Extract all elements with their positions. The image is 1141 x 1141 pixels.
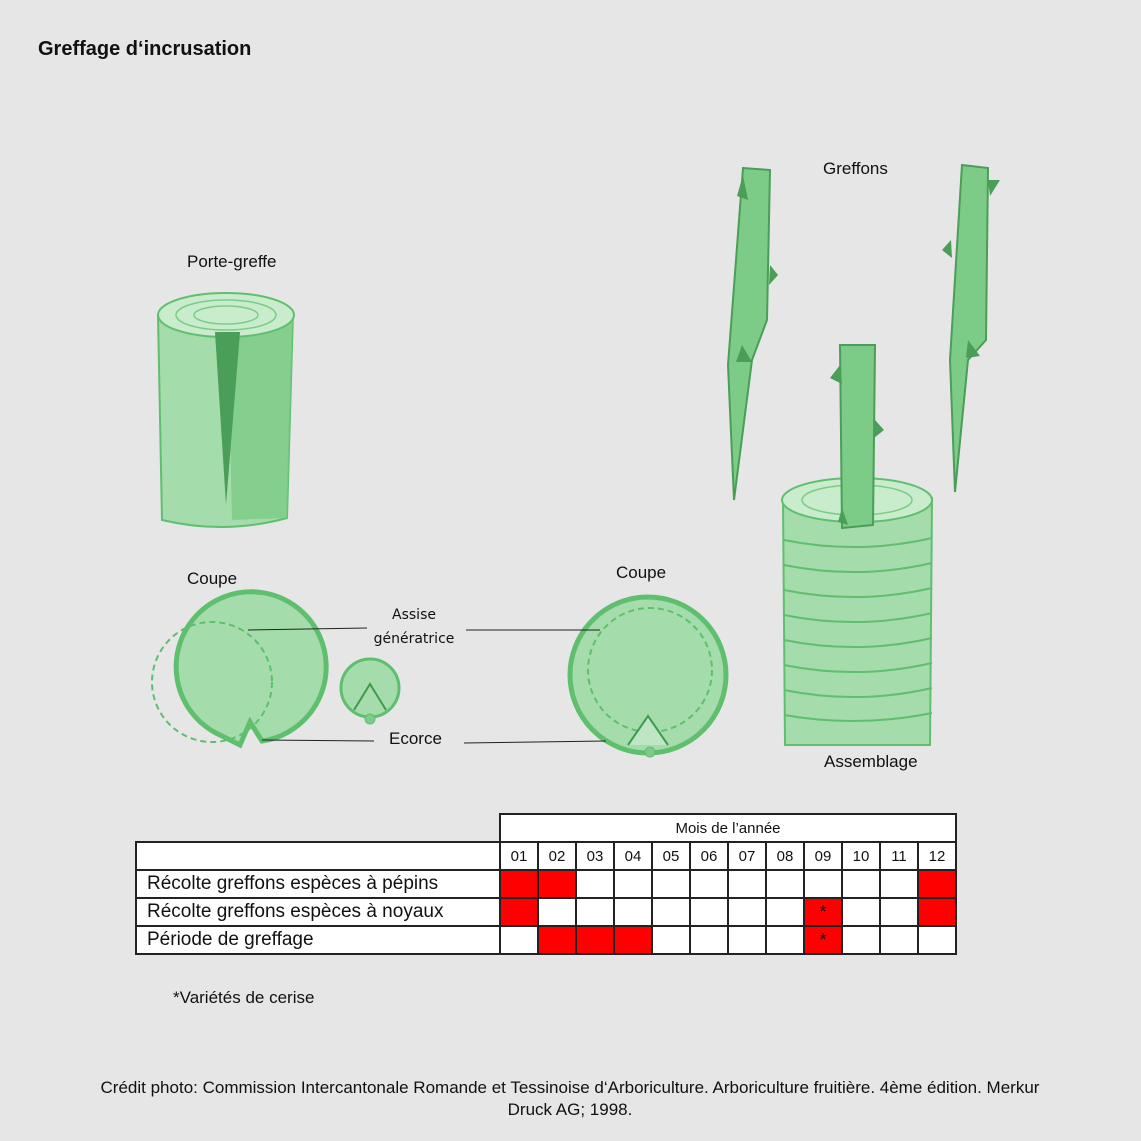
table-cell-12 [918, 870, 956, 898]
table-cell-11 [880, 870, 918, 898]
table-cell-06 [690, 926, 728, 954]
cross-section-left [152, 592, 326, 745]
table-cell-02 [538, 926, 576, 954]
photo-credit: Crédit photo: Commission Intercantonale Romande et Tessinoise d‘Arboriculture. Arboriculture fruitière. 4ème édition. Merkur Druck AG; 1998. [100, 1078, 1040, 1119]
assembly [782, 345, 932, 745]
label-coupe-left: Coupe [187, 569, 238, 588]
table-cell-01 [500, 870, 538, 898]
table-month-02: 02 [538, 842, 576, 870]
table-cell-05 [652, 870, 690, 898]
table-corner-empty [136, 814, 500, 842]
label-coupe-right: Coupe [616, 563, 667, 582]
table-month-06: 06 [690, 842, 728, 870]
table-cell-08 [766, 898, 804, 926]
table-month-08: 08 [766, 842, 804, 870]
rootstock-stump [158, 293, 294, 527]
table-cell-10 [842, 898, 880, 926]
table-cell-07 [728, 926, 766, 954]
table-month-row-label [136, 842, 500, 870]
label-assise-generatrice [368, 603, 460, 651]
table-cell-10 [842, 926, 880, 954]
table-cell-04 [614, 898, 652, 926]
table-cell-01 [500, 926, 538, 954]
table-header-row [136, 814, 956, 842]
table-cell-11 [880, 898, 918, 926]
table-cell-03 [576, 898, 614, 926]
table-cell-01 [500, 898, 538, 926]
table-cell-04 [614, 926, 652, 954]
table-month-01: 01 [500, 842, 538, 870]
label-greffons: Greffons [823, 159, 888, 178]
page-title: Greffage d‘incrusation [38, 38, 252, 60]
table-cell-06 [690, 870, 728, 898]
table-cell-06 [690, 898, 728, 926]
table-month-03: 03 [576, 842, 614, 870]
cross-section-right [570, 597, 726, 757]
table-cell-02 [538, 898, 576, 926]
table-month-10: 10 [842, 842, 880, 870]
table-row-label: Récolte greffons espèces à noyaux [136, 898, 500, 926]
label-ecorce: Ecorce [389, 729, 442, 748]
table-cell-07 [728, 870, 766, 898]
label-assise-line2: génératrice [373, 631, 455, 647]
table-cell-12 [918, 898, 956, 926]
table-cell-12 [918, 926, 956, 954]
table-month-row [136, 842, 956, 870]
table-cell-05 [652, 898, 690, 926]
table-row [136, 926, 956, 954]
table-cell-10 [842, 870, 880, 898]
table-cell-07 [728, 898, 766, 926]
table-cell-08 [766, 870, 804, 898]
table-month-07: 07 [728, 842, 766, 870]
table-cell-11 [880, 926, 918, 954]
table-cell-02 [538, 870, 576, 898]
table-cell-03 [576, 926, 614, 954]
table-cell-09 [804, 870, 842, 898]
table-month-11: 11 [880, 842, 918, 870]
table-month-12: 12 [918, 842, 956, 870]
table-cell-09: * [804, 926, 842, 954]
table-cell-08 [766, 926, 804, 954]
table-month-05: 05 [652, 842, 690, 870]
table-month-09: 09 [804, 842, 842, 870]
table-header-months: Mois de l’année [500, 814, 956, 842]
table-row [136, 898, 956, 926]
table-cell-03 [576, 870, 614, 898]
label-assise-line1: Assise [392, 607, 436, 623]
footnote: *Variétés de cerise [173, 988, 315, 1007]
label-porte-greffe: Porte-greffe [187, 252, 277, 271]
label-assemblage: Assemblage [824, 752, 918, 771]
table-month-04: 04 [614, 842, 652, 870]
table-row-label: Période de greffage [136, 926, 500, 954]
cross-section-scion [341, 659, 399, 724]
table-row-label: Récolte greffons espèces à pépins [136, 870, 500, 898]
table-cell-04 [614, 870, 652, 898]
table-cell-05 [652, 926, 690, 954]
grafting-calendar-table [135, 813, 957, 955]
scion-left [728, 168, 778, 500]
scion-right [942, 165, 1000, 492]
table-row [136, 870, 956, 898]
table-cell-09: * [804, 898, 842, 926]
